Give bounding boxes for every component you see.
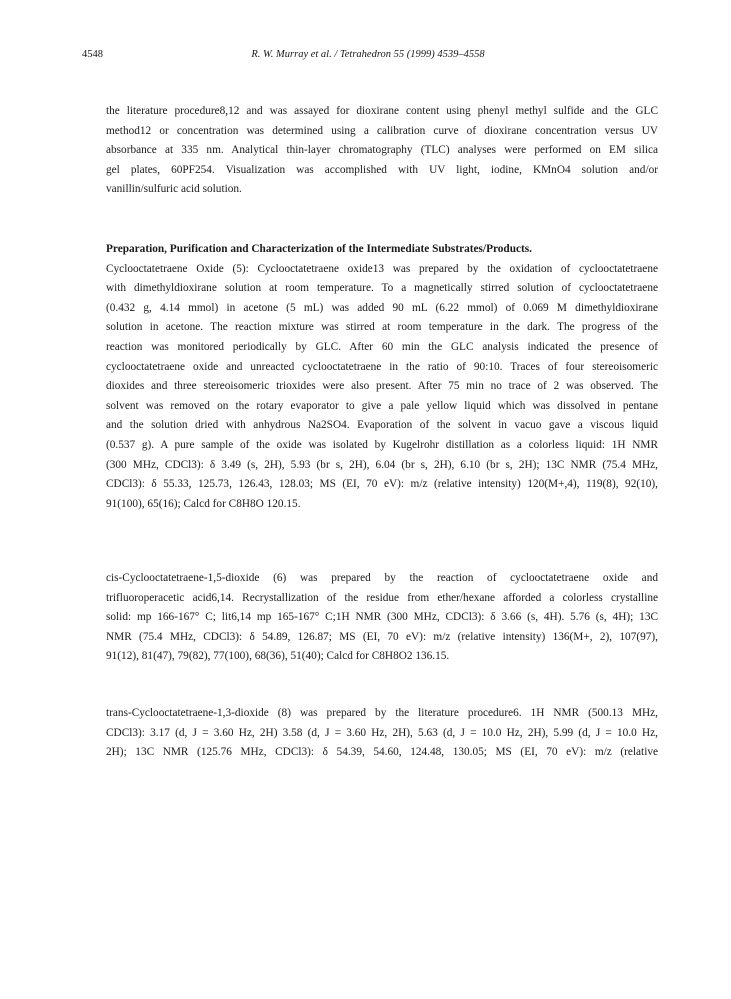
text-line: trifluoroperacetic acid6,14. Recrystallization of the residue from ether/hexane afforded a colorless crystalline: [106, 591, 658, 604]
text-line: and the solution dried with anhydrous Na2SO4. Evaporation of the solvent in vacuo gave a viscous liquid: [106, 419, 658, 432]
section-preparation: [106, 240, 658, 514]
text-line: solvent was removed on the rotary evaporator to give a pale yellow liquid which was dissolved in pentane: [106, 399, 658, 412]
text-line: (300 MHz, CDCl3): δ 3.49 (s, 2H), 5.93 (br s, 2H), 6.04 (br s, 2H), 6.10 (br s, 2H); 13C NMR (75.4 MHz,: [106, 458, 658, 471]
paragraph-trans-dioxide: [106, 704, 658, 763]
text-line: solution in acetone. The reaction mixture was stirred at room temperature in the dark. The progress of the: [106, 321, 658, 334]
text-line: reaction was monitored periodically by GLC. After 60 min the GLC analysis indicated the presence of: [106, 340, 658, 353]
text-line: 91(100), 65(16); Calcd for C8H8O 120.15.: [106, 497, 301, 510]
text-line: 91(12), 81(47), 79(82), 77(100), 68(36), 51(40); Calcd for C8H8O2 136.15.: [106, 650, 450, 663]
text-line: dioxides and three stereoisomeric trioxides were also present. After 75 min no trace of 2 was observed. The: [106, 380, 658, 393]
page-header: [82, 49, 654, 65]
paragraph-procedure: [106, 102, 658, 200]
text-line: solid: mp 166-167° C; lit6,14 mp 165-167° C;1H NMR (300 MHz, CDCl3): δ 3.66 (s, 4H). 5.76 (s, 4H); 13C: [106, 611, 658, 624]
text-line: 2H); 13C NMR (125.76 MHz, CDCl3): δ 54.39, 54.60, 124.48, 130.05; MS (EI, 70 eV): m/z (relative: [106, 746, 658, 759]
text-line: gel plates, 60PF254. Visualization was accomplished with UV light, iodine, KMnO4 solution and/or: [106, 163, 658, 176]
text-line: cyclooctatetraene oxide and unreacted cyclooctatetraene in the ratio of 90:10. Traces of four stereoisomeric: [106, 360, 658, 373]
text-line: method12 or concentration was determined using a calibration curve of dioxirane concentration versus UV: [106, 124, 658, 137]
section-heading: Preparation, Purification and Characterization of the Intermediate Substrates/Products.: [106, 243, 532, 255]
text-line: CDCl3): δ 55.33, 125.73, 126.43, 128.03; MS (EI, 70 eV): m/z (relative intensity) 120(M+,4), 119(8), 92(10),: [106, 478, 658, 491]
text-line: cis-Cyclooctatetraene-1,5-dioxide (6) was prepared by the reaction of cyclooctatetraene oxide and: [106, 572, 658, 584]
text-line: with dimethyldioxirane solution at room temperature. To a magnetically stirred solution of cyclooctatetraene: [106, 282, 658, 295]
running-title: R. W. Murray et al. / Tetrahedron 55 (1999) 4539–4558: [251, 49, 485, 60]
text-line: trans-Cyclooctatetraene-1,3-dioxide (8) was prepared by the literature procedure6. 1H NMR (500.13 MHz,: [106, 707, 658, 719]
text-line: NMR (75.4 MHz, CDCl3): δ 54.89, 126.87; MS (EI, 70 eV): m/z (relative intensity) 136(M+, 2), 107(97),: [106, 630, 658, 643]
text-line: the literature procedure8,12 and was assayed for dioxirane content using phenyl methyl sulfide and the GLC: [106, 105, 658, 117]
text-line: CDCl3): 3.17 (d, J = 3.60 Hz, 2H) 3.58 (d, J = 3.60 Hz, 2H), 5.63 (d, J = 10.0 Hz, 2H), 5.99 (d, J = 10.0 Hz,: [106, 726, 658, 739]
paragraph-cis-dioxide: [106, 569, 658, 667]
text-line: (0.537 g). A pure sample of the oxide was isolated by Kugelrohr distillation as a colorless liquid: 1H NMR: [106, 438, 658, 451]
text-line: (0.432 g, 4.14 mmol) in acetone (5 mL) was added 90 mL (6.22 mmol) of 0.069 M dimethyldioxirane: [106, 301, 658, 314]
text-line: absorbance at 335 nm. Analytical thin-layer chromatography (TLC) analyses were performed on EM silica: [106, 144, 658, 157]
text-line: Cyclooctatetraene Oxide (5): Cyclooctatetraene oxide13 was prepared by the oxidation of cyclooctatetraene: [106, 262, 658, 275]
page-number: 4548: [82, 49, 103, 60]
text-line: vanillin/sulfuric acid solution.: [106, 183, 242, 196]
